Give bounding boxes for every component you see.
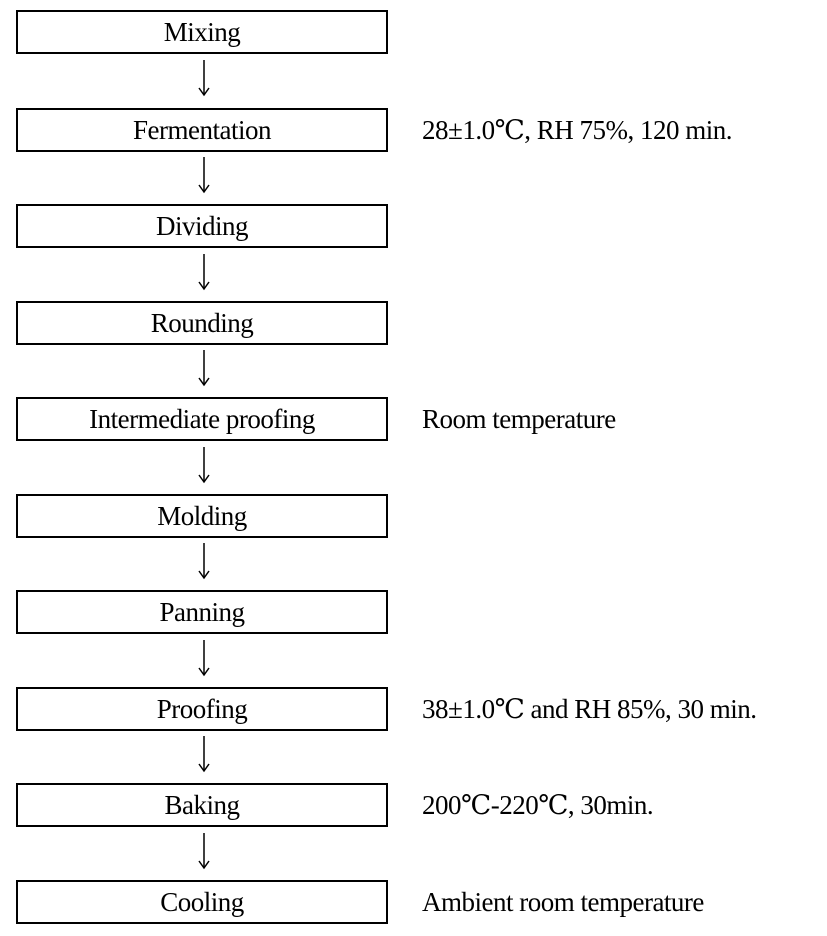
arrow-down-icon [196, 252, 212, 292]
step-box-mixing: Mixing [16, 10, 388, 54]
step-box-molding: Molding [16, 494, 388, 538]
arrow-down-icon [196, 155, 212, 195]
arrow-down-icon [196, 638, 212, 678]
step-box-proofing: Proofing [16, 687, 388, 731]
step-note-intermediate-proofing: Room temperature [422, 403, 616, 434]
step-box-baking: Baking [16, 783, 388, 827]
step-box-panning: Panning [16, 590, 388, 634]
step-note-baking: 200℃-220℃, 30min. [422, 789, 654, 820]
step-box-cooling: Cooling [16, 880, 388, 924]
arrow-down-icon [196, 348, 212, 388]
arrow-down-icon [196, 734, 212, 774]
step-box-fermentation: Fermentation [16, 108, 388, 152]
arrow-down-icon [196, 831, 212, 871]
step-box-intermediate-proofing: Intermediate proofing [16, 397, 388, 441]
step-note-cooling: Ambient room temperature [422, 886, 704, 917]
step-note-proofing: 38±1.0℃ and RH 85%, 30 min. [422, 693, 757, 724]
arrow-down-icon [196, 445, 212, 485]
step-note-fermentation: 28±1.0℃, RH 75%, 120 min. [422, 114, 733, 145]
step-box-dividing: Dividing [16, 204, 388, 248]
arrow-down-icon [196, 58, 212, 98]
step-box-rounding: Rounding [16, 301, 388, 345]
arrow-down-icon [196, 541, 212, 581]
